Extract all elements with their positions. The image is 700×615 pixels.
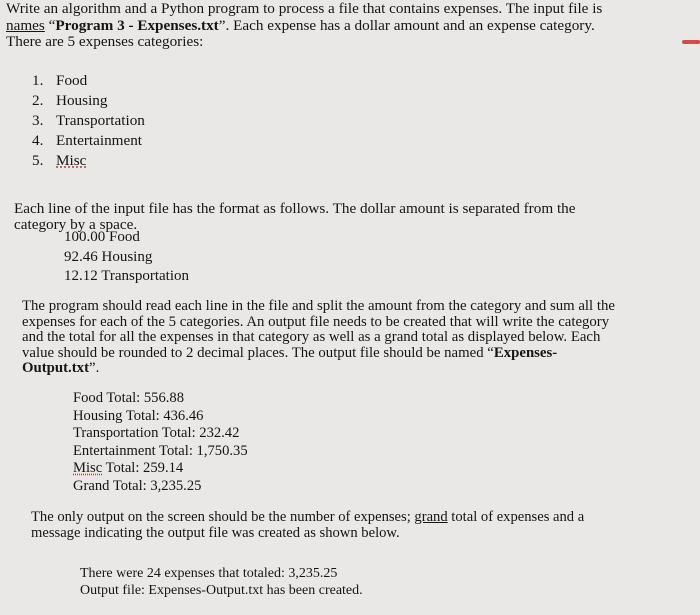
output-totals bbox=[73, 390, 248, 495]
list-item bbox=[32, 111, 145, 131]
list-number: 4. bbox=[32, 132, 44, 149]
list-number: 1. bbox=[32, 72, 44, 89]
screen-line-1 bbox=[31, 510, 691, 526]
quote-close: ”. bbox=[89, 360, 100, 376]
program-line-3: and the total for all the expenses in that category as well as a grand total as displayed below. Each bbox=[22, 329, 601, 345]
input-filename: Program 3 - Expenses.txt bbox=[55, 16, 219, 34]
list-item bbox=[32, 71, 145, 91]
program-line-4 bbox=[22, 346, 694, 362]
category-list bbox=[32, 71, 145, 171]
screen-line-1-rest: total of expenses and a bbox=[447, 509, 585, 525]
list-number: 2. bbox=[32, 92, 44, 109]
example-line: 12.12 Transportation bbox=[64, 268, 190, 284]
quote-open: “ bbox=[44, 16, 56, 34]
program-line-4-text: value should be rounded to 2 decimal places. The output file should be named “ bbox=[22, 344, 494, 361]
intro-line-2-rest: ”. Each expense has a dollar amount and an expense category. bbox=[218, 16, 595, 34]
total-transportation: Transportation Total: 232.42 bbox=[73, 425, 240, 441]
output-filename-part2: Output.txt bbox=[22, 360, 90, 376]
format-line-1: Each line of the input file has the format as follows. The dollar amount is separated from the bbox=[14, 200, 576, 217]
console-example bbox=[80, 565, 363, 599]
list-number: 5. bbox=[32, 152, 44, 169]
names-word: names bbox=[6, 16, 45, 34]
list-number: 3. bbox=[32, 112, 44, 129]
grand-word: grand bbox=[414, 509, 448, 525]
format-examples bbox=[64, 228, 189, 287]
program-line-5 bbox=[22, 361, 694, 377]
example-line: 100.00 Food bbox=[64, 229, 140, 245]
output-filename-part1: Expenses- bbox=[493, 344, 558, 361]
list-label: Food bbox=[56, 72, 88, 89]
example-line: 92.46 Housing bbox=[64, 248, 153, 265]
list-label: Transportation bbox=[56, 112, 145, 129]
screen-line-1-text: The only output on the screen should be the number of expenses; bbox=[31, 509, 411, 525]
total-misc bbox=[73, 460, 248, 478]
console-line-1: There were 24 expenses that totaled: 3,235.25 bbox=[80, 566, 338, 581]
total-housing: Housing Total: 436.46 bbox=[73, 407, 204, 424]
list-label: Housing bbox=[56, 92, 108, 109]
intro-paragraph bbox=[6, 1, 696, 51]
total-grand: Grand Total: 3,235.25 bbox=[73, 477, 202, 494]
misc-value: Total: 259.14 bbox=[102, 460, 184, 476]
screen-output-paragraph bbox=[31, 510, 691, 541]
intro-line-2 bbox=[6, 18, 696, 35]
format-line-2: category by a space. bbox=[14, 215, 138, 233]
list-item bbox=[32, 131, 145, 151]
program-line-1: The program should read each line in the file and split the amount from the category and sum all the bbox=[22, 298, 615, 314]
list-label: Entertainment bbox=[56, 132, 143, 149]
console-line-2: Output file: Expenses-Output.txt has been created. bbox=[80, 583, 363, 598]
misc-word: Misc bbox=[73, 460, 103, 476]
program-line-2: expenses for each of the 5 categories. An output file needs to be created that will write the category bbox=[22, 313, 610, 330]
list-label: Misc bbox=[56, 152, 87, 169]
intro-line-1: Write an algorithm and a Python program to process a file that contains expenses. The input file is bbox=[6, 0, 603, 17]
total-entertainment: Entertainment Total: 1,750.35 bbox=[73, 442, 248, 459]
total-food: Food Total: 556.88 bbox=[73, 390, 185, 406]
list-item bbox=[32, 151, 145, 171]
program-paragraph bbox=[22, 299, 694, 377]
screen-line-2: message indicating the output file was created as shown below. bbox=[31, 524, 400, 541]
list-item bbox=[32, 91, 145, 111]
intro-line-3: There are 5 expenses categories: bbox=[6, 33, 204, 50]
